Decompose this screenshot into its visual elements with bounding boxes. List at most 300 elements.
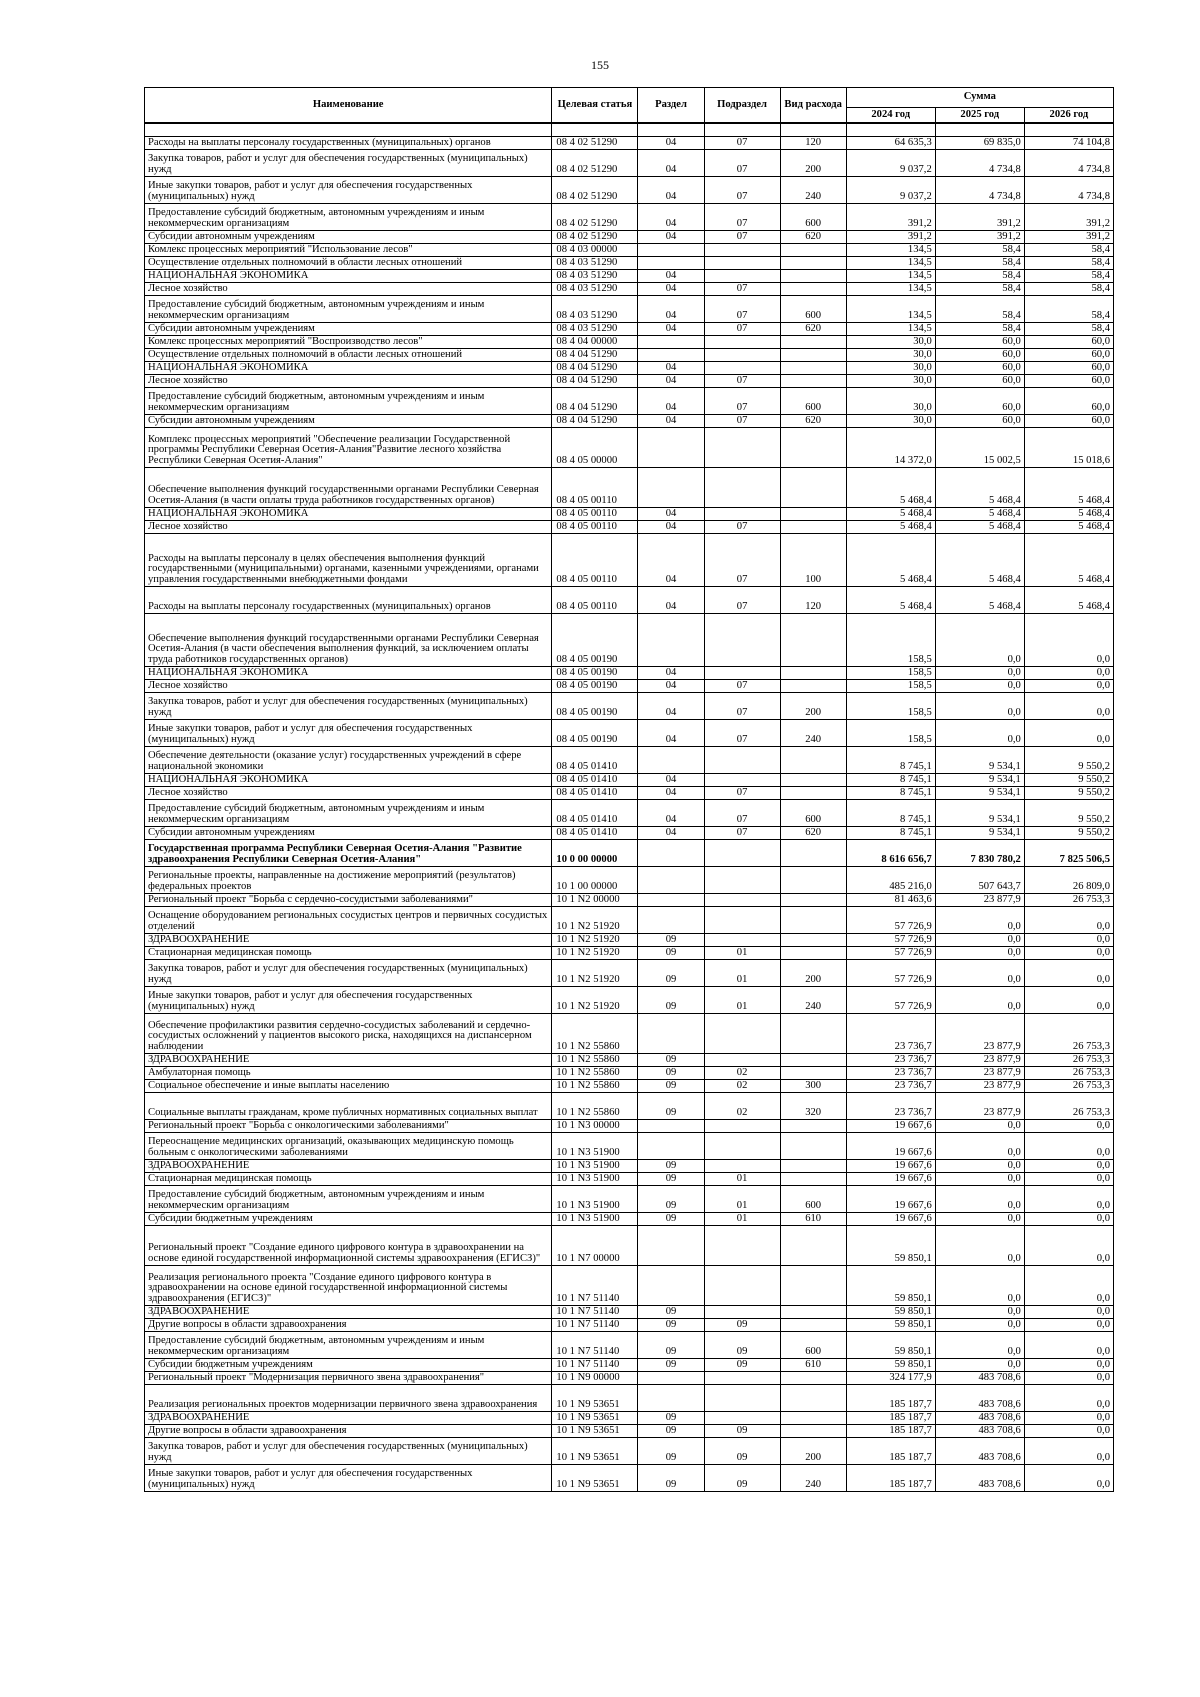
table-row xyxy=(145,1424,1114,1437)
cell-amount-2025: 0,0 xyxy=(935,692,1024,719)
cell-expense-kind xyxy=(780,256,846,269)
table-row xyxy=(145,1318,1114,1331)
cell-section: 09 xyxy=(638,1331,704,1358)
cell-section: 04 xyxy=(638,719,704,746)
cell-section xyxy=(638,1265,704,1305)
cell-name: Региональный проект "Борьба с сердечно-сосудистыми заболеваниями" xyxy=(145,893,552,906)
cell-section: 04 xyxy=(638,282,704,295)
cell-amount-2026: 0,0 xyxy=(1024,1411,1113,1424)
cell-target-code: 08 4 02 51290 xyxy=(552,176,638,203)
cell-expense-kind: 600 xyxy=(780,387,846,414)
cell-subsection xyxy=(704,1371,780,1384)
cell-amount-2024: 8 745,1 xyxy=(846,786,935,799)
cell-amount-2025: 60,0 xyxy=(935,335,1024,348)
cell-expense-kind: 240 xyxy=(780,986,846,1013)
cell-section: 09 xyxy=(638,933,704,946)
cell-target-code: 08 4 03 51290 xyxy=(552,322,638,335)
cell-section xyxy=(638,866,704,893)
cell-amount-2026: 0,0 xyxy=(1024,946,1113,959)
cell-amount-2024: 8 745,1 xyxy=(846,746,935,773)
cell-section: 09 xyxy=(638,959,704,986)
cell-expense-kind: 240 xyxy=(780,176,846,203)
cell-subsection: 01 xyxy=(704,946,780,959)
cell-amount-2025: 58,4 xyxy=(935,322,1024,335)
cell-subsection: 01 xyxy=(704,1212,780,1225)
cell-expense-kind: 120 xyxy=(780,586,846,613)
cell-amount-2026: 26 809,0 xyxy=(1024,866,1113,893)
cell-subsection: 09 xyxy=(704,1358,780,1371)
cell-name: Субсидии автономным учреждениям xyxy=(145,826,552,839)
cell-target-code: 10 1 N2 51920 xyxy=(552,946,638,959)
cell-expense-kind: 610 xyxy=(780,1358,846,1371)
cell-expense-kind: 620 xyxy=(780,230,846,243)
table-row xyxy=(145,666,1114,679)
cell-section: 04 xyxy=(638,679,704,692)
cell-name: ЗДРАВООХРАНЕНИЕ xyxy=(145,1411,552,1424)
cell-section: 09 xyxy=(638,1437,704,1464)
cell-expense-kind xyxy=(780,1132,846,1159)
cell-amount-2026: 9 550,2 xyxy=(1024,799,1113,826)
cell-amount-2024: 5 468,4 xyxy=(846,520,935,533)
cell-expense-kind: 620 xyxy=(780,826,846,839)
cell-name: Реализация регионального проекта "Создание единого цифрового контура в здравоохранении на основе единой государственной информационной системы здравоохранения (ЕГИСЗ)" xyxy=(145,1265,552,1305)
cell-amount-2025: 0,0 xyxy=(935,1172,1024,1185)
cell-amount-2024: 59 850,1 xyxy=(846,1358,935,1371)
cell-expense-kind: 600 xyxy=(780,799,846,826)
cell-amount-2026: 0,0 xyxy=(1024,906,1113,933)
table-row xyxy=(145,1212,1114,1225)
cell-name: Амбулаторная помощь xyxy=(145,1066,552,1079)
cell-amount-2025: 7 830 780,2 xyxy=(935,839,1024,866)
cell-amount-2026: 60,0 xyxy=(1024,374,1113,387)
cell-subsection: 07 xyxy=(704,692,780,719)
cell-target-code: 10 1 N7 51140 xyxy=(552,1265,638,1305)
cell-target-code: 08 4 05 00190 xyxy=(552,719,638,746)
table-row xyxy=(145,1066,1114,1079)
cell-section: 09 xyxy=(638,1172,704,1185)
column-header-kind: Вид расхода xyxy=(780,88,846,124)
cell-amount-2026: 7 825 506,5 xyxy=(1024,839,1113,866)
cell-target-code: 08 4 03 51290 xyxy=(552,256,638,269)
cell-amount-2024: 5 468,4 xyxy=(846,586,935,613)
table-row xyxy=(145,269,1114,282)
cell-target-code: 10 1 N2 55860 xyxy=(552,1013,638,1053)
cell-target-code: 08 4 05 01410 xyxy=(552,826,638,839)
cell-amount-2026: 4 734,8 xyxy=(1024,176,1113,203)
cell-name: Закупка товаров, работ и услуг для обеспечения государственных (муниципальных) нужд xyxy=(145,149,552,176)
cell-amount-2025: 23 877,9 xyxy=(935,1092,1024,1119)
cell-amount-2024: 185 187,7 xyxy=(846,1424,935,1437)
cell-amount-2024: 158,5 xyxy=(846,666,935,679)
cell-target-code: 10 1 N2 55860 xyxy=(552,1092,638,1119)
table-row xyxy=(145,1437,1114,1464)
cell-target-code: 10 1 N9 53651 xyxy=(552,1437,638,1464)
cell-name: ЗДРАВООХРАНЕНИЕ xyxy=(145,1159,552,1172)
cell-target-code: 10 1 N3 51900 xyxy=(552,1159,638,1172)
table-row xyxy=(145,586,1114,613)
cell-amount-2025: 483 708,6 xyxy=(935,1371,1024,1384)
cell-expense-kind: 600 xyxy=(780,295,846,322)
cell-name: Социальное обеспечение и иные выплаты населению xyxy=(145,1079,552,1092)
cell-expense-kind: 200 xyxy=(780,1437,846,1464)
cell-target-code: 10 1 00 00000 xyxy=(552,866,638,893)
cell-name: Субсидии автономным учреждениям xyxy=(145,414,552,427)
cell-name: НАЦИОНАЛЬНАЯ ЭКОНОМИКА xyxy=(145,361,552,374)
table-body xyxy=(145,123,1114,1491)
cell-amount-2024: 59 850,1 xyxy=(846,1225,935,1265)
cell-amount-2025: 23 877,9 xyxy=(935,1066,1024,1079)
cell-amount-2026: 0,0 xyxy=(1024,1212,1113,1225)
cell-expense-kind xyxy=(780,1159,846,1172)
cell-expense-kind xyxy=(780,282,846,295)
cell-amount-2024: 8 745,1 xyxy=(846,773,935,786)
cell-expense-kind xyxy=(780,1225,846,1265)
cell-target-code: 10 1 N9 53651 xyxy=(552,1424,638,1437)
cell-section xyxy=(638,1132,704,1159)
table-row xyxy=(145,149,1114,176)
table-row xyxy=(145,427,1114,467)
cell-target-code: 08 4 04 51290 xyxy=(552,387,638,414)
cell-subsection xyxy=(704,1132,780,1159)
cell-amount-2026: 0,0 xyxy=(1024,679,1113,692)
cell-expense-kind xyxy=(780,1066,846,1079)
table-row xyxy=(145,1384,1114,1411)
cell-amount-2026: 60,0 xyxy=(1024,335,1113,348)
cell-expense-kind xyxy=(780,427,846,467)
cell-amount-2025: 0,0 xyxy=(935,1132,1024,1159)
budget-table xyxy=(144,87,1114,1492)
cell-name: Расходы на выплаты персоналу государственных (муниципальных) органов xyxy=(145,586,552,613)
cell-amount-2024: 64 635,3 xyxy=(846,136,935,149)
table-row xyxy=(145,123,1114,136)
cell-amount-2026: 9 550,2 xyxy=(1024,786,1113,799)
cell-name: Предоставление субсидий бюджетным, автономным учреждениям и иным некоммерческим организациям xyxy=(145,1185,552,1212)
cell-amount-2025: 0,0 xyxy=(935,1305,1024,1318)
table-row xyxy=(145,866,1114,893)
cell-amount-2025: 391,2 xyxy=(935,203,1024,230)
table-row xyxy=(145,786,1114,799)
cell-target-code: 08 4 03 51290 xyxy=(552,269,638,282)
table-row xyxy=(145,746,1114,773)
cell-amount-2024: 134,5 xyxy=(846,256,935,269)
cell-amount-2026: 9 550,2 xyxy=(1024,746,1113,773)
cell-subsection: 07 xyxy=(704,374,780,387)
cell-subsection: 07 xyxy=(704,136,780,149)
cell-name: НАЦИОНАЛЬНАЯ ЭКОНОМИКА xyxy=(145,773,552,786)
cell-subsection xyxy=(704,1305,780,1318)
cell-target-code: 08 4 05 00190 xyxy=(552,692,638,719)
table-row xyxy=(145,256,1114,269)
cell-amount-2024: 158,5 xyxy=(846,692,935,719)
cell-expense-kind: 600 xyxy=(780,203,846,230)
cell-amount-2026: 26 753,3 xyxy=(1024,1066,1113,1079)
cell-expense-kind xyxy=(780,374,846,387)
cell-amount-2025: 58,4 xyxy=(935,256,1024,269)
cell-subsection xyxy=(704,256,780,269)
cell-name: Региональный проект "Модернизация первичного звена здравоохранения" xyxy=(145,1371,552,1384)
cell-section: 09 xyxy=(638,946,704,959)
cell-amount-2024: 185 187,7 xyxy=(846,1384,935,1411)
cell-amount-2025: 0,0 xyxy=(935,906,1024,933)
cell-expense-kind: 600 xyxy=(780,1331,846,1358)
cell-amount-2025: 69 835,0 xyxy=(935,136,1024,149)
cell-section xyxy=(638,906,704,933)
cell-name: Государственная программа Республики Северная Осетия-Алания "Развитие здравоохранения Республики Северная Осетия-Алания" xyxy=(145,839,552,866)
cell-amount-2024: 8 745,1 xyxy=(846,799,935,826)
cell-section: 04 xyxy=(638,374,704,387)
cell-subsection: 07 xyxy=(704,533,780,586)
table-row xyxy=(145,348,1114,361)
column-header-2025: 2025 год xyxy=(935,108,1024,124)
cell-name: Стационарная медицинская помощь xyxy=(145,1172,552,1185)
cell-section: 04 xyxy=(638,136,704,149)
cell-subsection xyxy=(704,361,780,374)
cell-amount-2026: 0,0 xyxy=(1024,1424,1113,1437)
table-row xyxy=(145,1225,1114,1265)
table-row xyxy=(145,1159,1114,1172)
cell-amount-2025: 9 534,1 xyxy=(935,773,1024,786)
cell-subsection: 01 xyxy=(704,986,780,1013)
cell-amount-2025: 0,0 xyxy=(935,679,1024,692)
cell-amount-2026: 5 468,4 xyxy=(1024,467,1113,507)
cell-amount-2025: 0,0 xyxy=(935,613,1024,666)
cell-amount-2024: 5 468,4 xyxy=(846,467,935,507)
cell-target-code: 08 4 04 51290 xyxy=(552,414,638,427)
cell-amount-2024 xyxy=(846,123,935,136)
cell-expense-kind xyxy=(780,1411,846,1424)
table-row xyxy=(145,282,1114,295)
cell-amount-2025: 60,0 xyxy=(935,348,1024,361)
table-row xyxy=(145,335,1114,348)
cell-amount-2026: 0,0 xyxy=(1024,933,1113,946)
cell-name: Другие вопросы в области здравоохранения xyxy=(145,1318,552,1331)
cell-amount-2025: 58,4 xyxy=(935,243,1024,256)
cell-section: 04 xyxy=(638,826,704,839)
column-header-subsection: Подраздел xyxy=(704,88,780,124)
cell-section: 09 xyxy=(638,1079,704,1092)
cell-amount-2024: 185 187,7 xyxy=(846,1464,935,1491)
cell-amount-2026: 4 734,8 xyxy=(1024,149,1113,176)
cell-name: Субсидии бюджетным учреждениям xyxy=(145,1358,552,1371)
cell-amount-2024: 30,0 xyxy=(846,414,935,427)
cell-amount-2026: 0,0 xyxy=(1024,1437,1113,1464)
cell-name: Предоставление субсидий бюджетным, автономным учреждениям и иным некоммерческим организациям xyxy=(145,1331,552,1358)
cell-section xyxy=(638,1013,704,1053)
cell-amount-2024: 30,0 xyxy=(846,335,935,348)
table-row xyxy=(145,295,1114,322)
column-header-name: Наименование xyxy=(145,88,552,124)
column-header-2026: 2026 год xyxy=(1024,108,1113,124)
cell-subsection xyxy=(704,269,780,282)
table-row xyxy=(145,243,1114,256)
cell-name: Закупка товаров, работ и услуг для обеспечения государственных (муниципальных) нужд xyxy=(145,692,552,719)
cell-name: Субсидии автономным учреждениям xyxy=(145,230,552,243)
cell-target-code xyxy=(552,123,638,136)
cell-section xyxy=(638,1119,704,1132)
cell-subsection: 07 xyxy=(704,387,780,414)
cell-expense-kind xyxy=(780,1318,846,1331)
cell-amount-2025: 4 734,8 xyxy=(935,176,1024,203)
cell-target-code: 10 1 N3 00000 xyxy=(552,1119,638,1132)
cell-target-code: 08 4 05 01410 xyxy=(552,799,638,826)
cell-amount-2024: 185 187,7 xyxy=(846,1437,935,1464)
cell-amount-2024: 9 037,2 xyxy=(846,176,935,203)
cell-amount-2026: 60,0 xyxy=(1024,414,1113,427)
cell-subsection xyxy=(704,1013,780,1053)
cell-amount-2024: 134,5 xyxy=(846,322,935,335)
cell-amount-2026: 0,0 xyxy=(1024,986,1113,1013)
cell-subsection: 07 xyxy=(704,203,780,230)
cell-section: 09 xyxy=(638,986,704,1013)
cell-expense-kind xyxy=(780,520,846,533)
cell-amount-2024: 19 667,6 xyxy=(846,1119,935,1132)
cell-target-code: 08 4 04 00000 xyxy=(552,335,638,348)
cell-section: 04 xyxy=(638,322,704,335)
table-row xyxy=(145,986,1114,1013)
cell-target-code: 08 4 05 01410 xyxy=(552,786,638,799)
cell-subsection xyxy=(704,427,780,467)
cell-expense-kind xyxy=(780,786,846,799)
cell-target-code: 08 4 03 51290 xyxy=(552,282,638,295)
cell-expense-kind xyxy=(780,893,846,906)
cell-section: 04 xyxy=(638,149,704,176)
cell-subsection: 07 xyxy=(704,295,780,322)
table-row xyxy=(145,136,1114,149)
table-row xyxy=(145,467,1114,507)
cell-target-code: 10 1 N7 51140 xyxy=(552,1305,638,1318)
cell-name: Закупка товаров, работ и услуг для обеспечения государственных (муниципальных) нужд xyxy=(145,959,552,986)
cell-name: Оснащение оборудованием региональных сосудистых центров и первичных сосудистых отделений xyxy=(145,906,552,933)
cell-subsection xyxy=(704,123,780,136)
cell-target-code: 10 1 N2 51920 xyxy=(552,959,638,986)
cell-target-code: 10 1 N2 51920 xyxy=(552,986,638,1013)
cell-amount-2025: 483 708,6 xyxy=(935,1384,1024,1411)
cell-subsection xyxy=(704,839,780,866)
cell-amount-2025: 483 708,6 xyxy=(935,1411,1024,1424)
cell-expense-kind xyxy=(780,335,846,348)
table-row xyxy=(145,906,1114,933)
cell-target-code: 10 1 N9 53651 xyxy=(552,1464,638,1491)
table-row xyxy=(145,679,1114,692)
cell-expense-kind: 610 xyxy=(780,1212,846,1225)
cell-subsection: 07 xyxy=(704,230,780,243)
cell-amount-2024: 23 736,7 xyxy=(846,1053,935,1066)
cell-amount-2024: 23 736,7 xyxy=(846,1066,935,1079)
cell-subsection: 01 xyxy=(704,1185,780,1212)
cell-name: Региональный проект "Борьба с онкологическими заболеваниями" xyxy=(145,1119,552,1132)
cell-amount-2025: 58,4 xyxy=(935,269,1024,282)
cell-subsection xyxy=(704,335,780,348)
table-row xyxy=(145,1013,1114,1053)
cell-amount-2026: 26 753,3 xyxy=(1024,1079,1113,1092)
cell-amount-2025: 9 534,1 xyxy=(935,826,1024,839)
cell-expense-kind xyxy=(780,1172,846,1185)
cell-target-code: 08 4 05 00190 xyxy=(552,613,638,666)
cell-amount-2024: 8 616 656,7 xyxy=(846,839,935,866)
cell-amount-2025: 58,4 xyxy=(935,282,1024,295)
cell-amount-2025: 483 708,6 xyxy=(935,1424,1024,1437)
cell-section xyxy=(638,613,704,666)
cell-expense-kind: 240 xyxy=(780,1464,846,1491)
cell-name: Лесное хозяйство xyxy=(145,282,552,295)
cell-amount-2025: 507 643,7 xyxy=(935,866,1024,893)
table-row xyxy=(145,959,1114,986)
cell-amount-2026: 0,0 xyxy=(1024,1225,1113,1265)
table-row xyxy=(145,374,1114,387)
cell-subsection: 02 xyxy=(704,1092,780,1119)
cell-expense-kind: 300 xyxy=(780,1079,846,1092)
cell-amount-2026: 26 753,3 xyxy=(1024,1092,1113,1119)
cell-amount-2025: 0,0 xyxy=(935,1358,1024,1371)
cell-section xyxy=(638,427,704,467)
table-row xyxy=(145,507,1114,520)
cell-target-code: 10 0 00 00000 xyxy=(552,839,638,866)
cell-name: Региональные проекты, направленные на достижение мероприятий (результатов) федеральных проектов xyxy=(145,866,552,893)
table-row xyxy=(145,1053,1114,1066)
cell-amount-2025: 9 534,1 xyxy=(935,746,1024,773)
cell-section xyxy=(638,1384,704,1411)
table-row xyxy=(145,387,1114,414)
cell-name xyxy=(145,123,552,136)
cell-amount-2025: 60,0 xyxy=(935,414,1024,427)
cell-section xyxy=(638,467,704,507)
cell-amount-2024: 391,2 xyxy=(846,230,935,243)
cell-amount-2024: 57 726,9 xyxy=(846,933,935,946)
cell-amount-2026: 0,0 xyxy=(1024,1132,1113,1159)
cell-section: 09 xyxy=(638,1318,704,1331)
cell-subsection: 01 xyxy=(704,1172,780,1185)
table-row xyxy=(145,1132,1114,1159)
cell-amount-2024: 5 468,4 xyxy=(846,507,935,520)
cell-section: 04 xyxy=(638,176,704,203)
cell-name: Другие вопросы в области здравоохранения xyxy=(145,1424,552,1437)
cell-target-code: 08 4 05 00190 xyxy=(552,679,638,692)
cell-name: Стационарная медицинская помощь xyxy=(145,946,552,959)
cell-subsection xyxy=(704,933,780,946)
cell-amount-2026: 0,0 xyxy=(1024,1159,1113,1172)
cell-subsection: 09 xyxy=(704,1331,780,1358)
cell-amount-2025: 4 734,8 xyxy=(935,149,1024,176)
table-row xyxy=(145,1092,1114,1119)
cell-amount-2026: 0,0 xyxy=(1024,1305,1113,1318)
table-row xyxy=(145,773,1114,786)
cell-amount-2025: 0,0 xyxy=(935,1225,1024,1265)
cell-expense-kind: 620 xyxy=(780,322,846,335)
table-row xyxy=(145,1358,1114,1371)
cell-target-code: 08 4 04 51290 xyxy=(552,361,638,374)
cell-amount-2025: 483 708,6 xyxy=(935,1464,1024,1491)
cell-subsection: 01 xyxy=(704,959,780,986)
cell-subsection: 02 xyxy=(704,1079,780,1092)
cell-target-code: 08 4 02 51290 xyxy=(552,149,638,176)
cell-section: 04 xyxy=(638,533,704,586)
cell-subsection: 07 xyxy=(704,176,780,203)
table-header xyxy=(145,88,1114,124)
cell-amount-2026: 26 753,3 xyxy=(1024,893,1113,906)
column-header-sum: Сумма xyxy=(846,88,1113,108)
cell-target-code: 10 1 N7 51140 xyxy=(552,1331,638,1358)
cell-amount-2024: 158,5 xyxy=(846,613,935,666)
cell-amount-2025: 0,0 xyxy=(935,1119,1024,1132)
cell-target-code: 08 4 03 00000 xyxy=(552,243,638,256)
cell-amount-2024: 30,0 xyxy=(846,374,935,387)
cell-amount-2024: 59 850,1 xyxy=(846,1305,935,1318)
cell-amount-2025: 23 877,9 xyxy=(935,1079,1024,1092)
cell-section xyxy=(638,893,704,906)
table-row xyxy=(145,1265,1114,1305)
cell-target-code: 08 4 05 00110 xyxy=(552,533,638,586)
cell-target-code: 10 1 N9 00000 xyxy=(552,1371,638,1384)
